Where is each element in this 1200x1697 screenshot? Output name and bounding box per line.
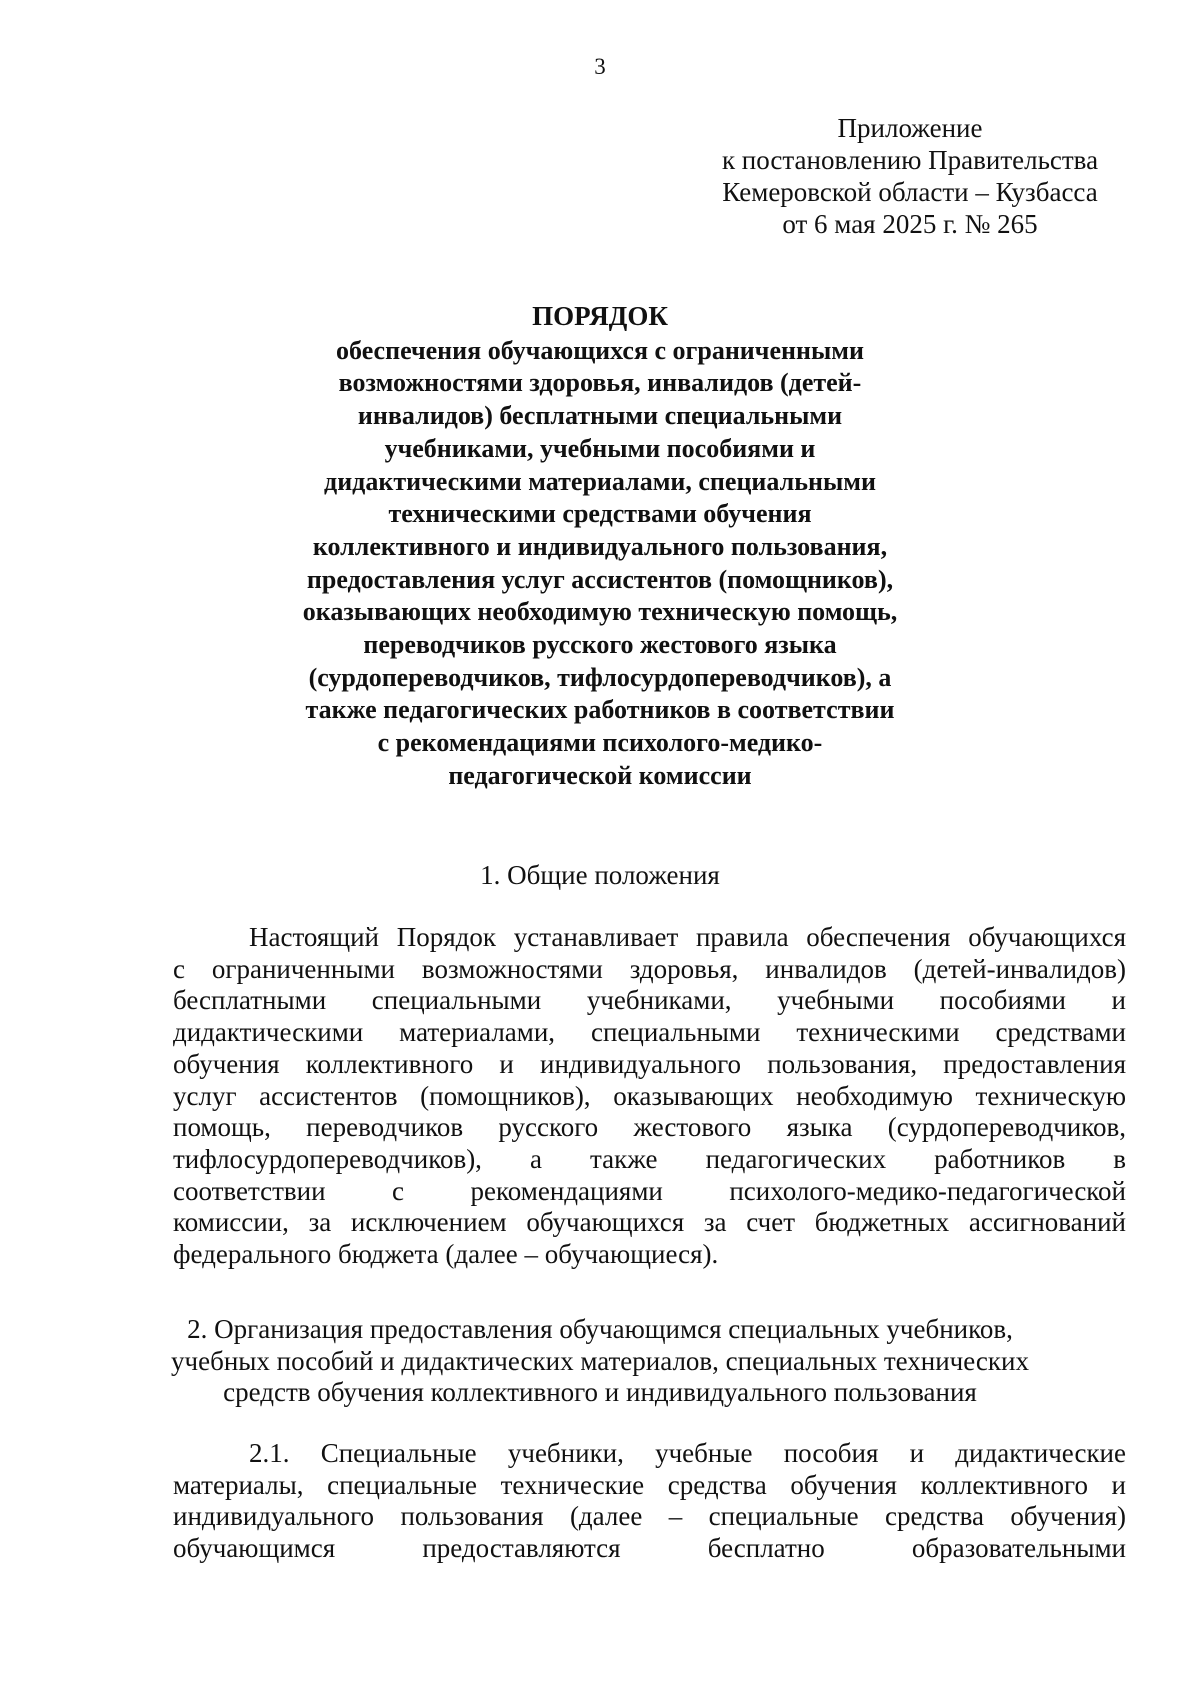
title-line: техническими средствами обучения xyxy=(388,499,812,529)
document-title xyxy=(170,300,1030,793)
paragraph-line: федерального бюджета (далее – обучающиеся). xyxy=(173,1239,719,1270)
paragraph-line: тифлосурдопереводчиков), а также педагогических работников в xyxy=(173,1143,1126,1174)
paragraph-line: услуг ассистентов (помощников), оказывающих необходимую техническую xyxy=(173,1080,1126,1111)
title-line: переводчиков русского жестового языка xyxy=(363,630,837,660)
title-line: педагогической комиссии xyxy=(448,760,752,790)
appendix-line: от 6 мая 2025 г. № 265 xyxy=(782,209,1038,239)
page-number: 3 xyxy=(594,54,606,79)
section-2-paragraph xyxy=(173,1438,1126,1565)
title-line: дидактическими материалами, специальными xyxy=(324,466,876,496)
paragraph-line: комиссии, за исключением обучающихся за счет бюджетных ассигнований xyxy=(173,1207,1126,1238)
title-line: обеспечения обучающихся с ограниченными xyxy=(336,335,864,365)
paragraph-line: Настоящий Порядок устанавливает правила обеспечения обучающихся xyxy=(249,922,1126,952)
paragraph-line: соответствии с рекомендациями психолого-медико-педагогической xyxy=(173,1175,1126,1206)
section-2-heading xyxy=(170,1314,1030,1409)
title-line: инвалидов) бесплатными специальными xyxy=(357,401,843,431)
title-line: учебниками, учебными пособиями и xyxy=(384,433,816,463)
appendix-line: Приложение xyxy=(837,113,983,143)
title-main: ПОРЯДОК xyxy=(532,301,668,331)
paragraph-line: 2.1. Специальные учебники, учебные пособия и дидактические xyxy=(249,1438,1126,1468)
title-line: (сурдопереводчиков, тифлосурдопереводчиков), а xyxy=(308,662,892,692)
appendix-line: к постановлению Правительства xyxy=(721,145,1099,175)
paragraph-line: помощь, переводчиков русского жестового языка (сурдопереводчиков, xyxy=(173,1112,1126,1143)
paragraph-line: дидактическими материалами, специальными техническими средствами xyxy=(173,1017,1126,1048)
title-line: возможностями здоровья, инвалидов (детей- xyxy=(338,368,862,398)
title-line: коллективного и индивидуального пользования, xyxy=(312,531,888,561)
section-heading-line: 2. Организация предоставления обучающимся специальных учебников, xyxy=(187,1314,1013,1344)
title-line: оказывающих необходимую техническую помощь, xyxy=(302,597,898,627)
paragraph-line: материалы, специальные технические средства обучения коллективного и xyxy=(173,1469,1126,1500)
paragraph-line: обучения коллективного и индивидуального пользования, предоставления xyxy=(173,1048,1126,1079)
section-heading-line: учебных пособий и дидактических материалов, специальных технических xyxy=(171,1345,1029,1376)
section-heading-line: 1. Общие положения xyxy=(480,860,720,890)
paragraph-line: обучающимся предоставляются бесплатно образовательными xyxy=(173,1533,1126,1564)
appendix-line: Кемеровской области – Кузбасса xyxy=(722,177,1098,207)
appendix-block xyxy=(690,112,1130,240)
title-line: предоставления услуг ассистентов (помощников), xyxy=(306,564,894,594)
section-1-heading xyxy=(170,860,1030,892)
paragraph-line: индивидуального пользования (далее – специальные средства обучения) xyxy=(173,1501,1126,1532)
title-line: также педагогических работников в соответствии xyxy=(305,695,895,725)
paragraph-line: бесплатными специальными учебниками, учебными пособиями и xyxy=(173,985,1126,1016)
section-1-paragraph xyxy=(173,922,1126,1271)
title-line: с рекомендациями психолого-медико- xyxy=(377,728,823,758)
section-heading-line: средств обучения коллективного и индивидуального пользования xyxy=(223,1377,977,1407)
paragraph-line: с ограниченными возможностями здоровья, инвалидов (детей-инвалидов) xyxy=(173,953,1126,984)
